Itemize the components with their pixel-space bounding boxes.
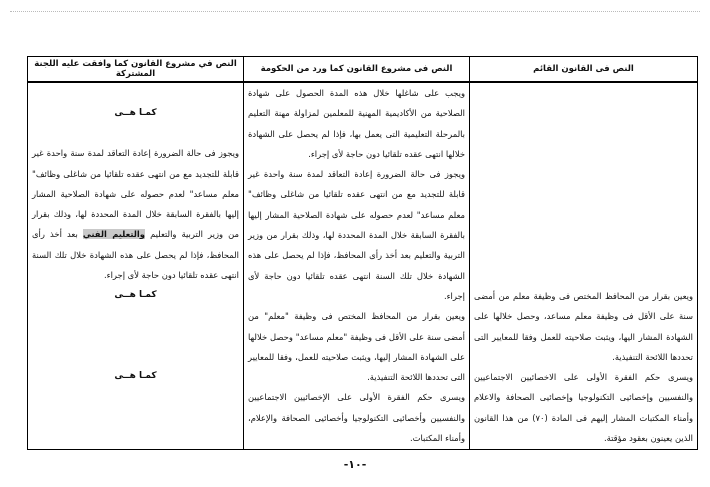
same-as-above-1: كمـا هــى xyxy=(114,108,157,118)
committee-para-2-start: ويجوز فى حالة الضرورة إعادة التعاقد لمدة سنة واحدة غير قابلة للتجديد مع من انتهى عقده تلقائيا من شاغلى وظائف" معلم مساعد" لعدم حصوله على شهادة الصلاحية المشار إليها بالفقرة السابقة خلال المدة المحددة لها، وذلك بقرار من وزير التربية والتعليم xyxy=(32,148,240,240)
current-law-para-2: ويسرى حكم الفقرة الأولى على الاخصائيين الاجتماعيين والنفسيين وإخصائيى التكنولوجيا وإخصائيى الصحافة والاعلام وأمناء المكتبات المشار إليهم فى المادة (٧٠) من هذا القانون الذين يعينون بعقود مؤقتة. xyxy=(474,372,694,444)
header-row xyxy=(28,57,698,83)
government-draft-cell xyxy=(244,82,470,450)
government-para-1: ويجب على شاغلها خلال هذه المدة الحصول على شهادة الصلاحية من الأكاديمية المهنية للمعلمين لمزاولة مهنة التعليم بالمرحلة التعليمية التى يعمل بها، فإذا لم يحصل على الشهادة خلالها انتهى عقده تلقائيا دون حاجة لأى إجراء. xyxy=(248,88,465,159)
government-para-3: ويعين بقرار من المحافظ المختص فى وظيفة "معلم" من أمضى سنة على الأقل فى وظيفة "معلم مساعد" وحصل خلالها على الشهادة المشار إليها، ويثبت صلاحيته للعمل، وفقا للمعايير التى تحددها اللائحة التنفيذية. xyxy=(248,311,465,383)
committee-para-2-end: بعد أخذ رأى المحافظ، فإذا لم يحصل على هذه الشهادة خلال تلك السنة انتهى عقده تلقائيا دون حاجة لأى إجراء. xyxy=(32,229,239,281)
committee-draft-cell xyxy=(28,82,244,450)
body-row xyxy=(28,82,698,450)
highlighted-insertion: والتعليم الفني xyxy=(82,229,145,240)
comparison-table xyxy=(27,56,698,450)
header-current-law: النص فى القانون القائم xyxy=(470,57,698,83)
same-as-above-2: كمـا هــى xyxy=(114,290,157,301)
top-dotted-rule xyxy=(10,11,700,12)
current-law-cell xyxy=(470,82,698,450)
government-para-4: ويسرى حكم الفقرة الأولى على الإخصائيين الاجتماعيين والنفسيين وأخصائيى التكنولوجيا وأخصائيى الصحافة والإعلام، وأمناء المكتبات. xyxy=(248,392,465,444)
current-law-para-1: ويعين بقرار من المحافظ المختص فى وظيفة معلم من أمضى سنة على الأقل فى وظيفة معلم مساعد، وحصل خلالها على الشهادة المشار اليها، ويثبت صلاحيته للعمل وفقا للمعايير التى تحددها اللائحة التنفيذية. xyxy=(474,291,693,362)
page-number: -١٠- xyxy=(343,458,367,471)
header-committee-draft: النص في مشروع القانون كما وافقت عليه اللجنة المشتركة xyxy=(28,57,244,83)
government-para-2: ويجوز فى حالة الضرورة إعادة التعاقد لمدة سنة واحدة غير قابلة للتجديد مع من انتهى عقده تلقائيا من شاغلى وظائف" معلم مساعد" لعدم حصوله على شهادة الصلاحية المشار إليها بالفقرة السابقة خلال المدة المحددة لها، وذلك بقرار من وزير التربية والتعليم بعد أخذ رأى المحافظ، فإذا لم يحصل على هذه الشهادة خلال تلك السنة انتهى عقده تلقائيا دون حاجة لأى إجراء. xyxy=(248,169,465,301)
same-as-above-3: كمـا هــى xyxy=(114,370,157,381)
header-government-draft: النص فى مشروع القانون كما ورد من الحكومة xyxy=(244,57,470,83)
committee-para-2 xyxy=(32,143,239,285)
